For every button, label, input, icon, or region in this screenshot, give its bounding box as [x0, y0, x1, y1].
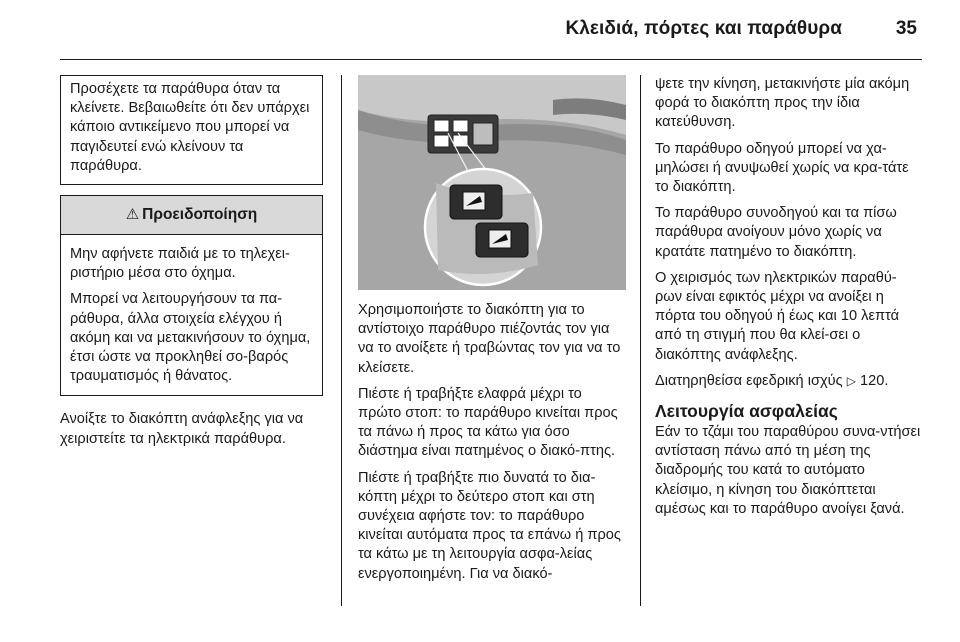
warning-header [61, 196, 322, 235]
section-heading: Λειτουργία ασφαλείας [655, 401, 838, 422]
reference-page[interactable]: 120. [859, 372, 889, 389]
header-divider [60, 59, 922, 60]
cross-reference-paragraph [655, 372, 923, 391]
body-paragraph: Πιέστε ή τραβήξτε πιο δυνατά το δια-κόπτη μέχρι το δεύτερο στοπ και στη συνέχεια αφήστε τον: το παράθυρο κινείται αυτόματα προς τα επάνω ή προς τα κάτω με τη λειτουργία ασφα-λείας ενεργοποιημένη. Για να διακό- [358, 469, 621, 582]
warning-triangle-icon: ⚠ [125, 206, 140, 224]
body-paragraph: Πιέστε ή τραβήξτε ελαφρά μέχρι το πρώτο στοπ: το παράθυρο κινείται προς τα πάνω ή προς τα κάτω για όσο διάστημα είναι πατημένος ο διακό-πτης. [358, 385, 618, 460]
body-paragraph: ψετε την κίνηση, μετακινήστε μία ακόμη φορά το διακόπτη προς την ίδια κατεύθυνση. [655, 76, 910, 131]
column-divider [640, 75, 641, 606]
reference-text: Διατηρηθείσα εφεδρική ισχύς [655, 372, 843, 389]
column-3 [655, 75, 923, 526]
body-paragraph: Το παράθυρο οδηγού μπορεί να χα-μηλώσει ή ανυψωθεί χωρίς να κρα-τάτε το διακόπτη. [655, 140, 909, 196]
body-paragraph: Χρησιμοποιήστε το διακόπτη για το αντίστοιχο παράθυρο πιέζοντάς τον για να το ανοίξετε ή τραβώντας τον για να το κλείσετε. [358, 302, 621, 376]
page-header-title: Κλειδιά, πόρτες και παράθυρα [565, 18, 842, 39]
page-reference-arrow-icon[interactable]: ▷ [846, 373, 856, 388]
body-paragraph: Το παράθυρο συνοδηγού και τα πίσω παράθυρα ανοίγουν μόνο χωρίς να κρατάτε πατημένο το διακόπτη. [655, 205, 897, 260]
warning-title: Προειδοποίηση [142, 206, 258, 224]
notice-box [60, 75, 323, 185]
column-divider [341, 75, 342, 606]
column-2 [358, 75, 626, 591]
warning-paragraph: Μην αφήνετε παιδιά με το τηλεχει-ριστήριο μέσα στο όχημα. [70, 246, 290, 282]
warning-box [60, 195, 323, 396]
body-paragraph: Ανοίξτε το διακόπτη ανάφλεξης για να χειριστείτε τα ηλεκτρικά παράθυρα. [60, 411, 304, 447]
window-switch-illustration [358, 75, 626, 290]
page-number: 35 [895, 18, 917, 39]
column-1 [60, 75, 323, 456]
notice-text: Προσέχετε τα παράθυρα όταν τα κλείνετε. Βεβαιωθείτε ότι δεν υπάρχει κάποιο αντικείμενο που μπορεί να παγιδευτεί ενώ κλείνουν τα παράθυρα. [70, 81, 310, 174]
body-paragraph: Εάν το τζάμι του παραθύρου συνα-ντήσει αντίσταση πάνω από τη μέση της διαδρομής του κατά το αυτόματο κλείσιμο, η κίνηση του διακόπτεται αμέσως και το παράθυρο ανοίγει ξανά. [655, 424, 921, 517]
body-paragraph: Ο χειρισμός των ηλεκτρικών παραθύ-ρων είναι εφικτός μέχρι να ανοίξει η πόρτα του οδηγού ή έως και 10 λεπτά από τη στιγμή που θα κλεί-σει ο διακόπτης ανάφλεξης. [655, 269, 900, 363]
warning-body [61, 235, 322, 395]
warning-paragraph: Μπορεί να λειτουργήσουν τα πα-ράθυρα, άλλα στοιχεία ελέγχου ή ακόμη και να μετακινήσουν το όχημα, έτσι ώστε να προκληθεί σο-βαρός τραυματισμός ή θάνατος. [70, 291, 311, 385]
